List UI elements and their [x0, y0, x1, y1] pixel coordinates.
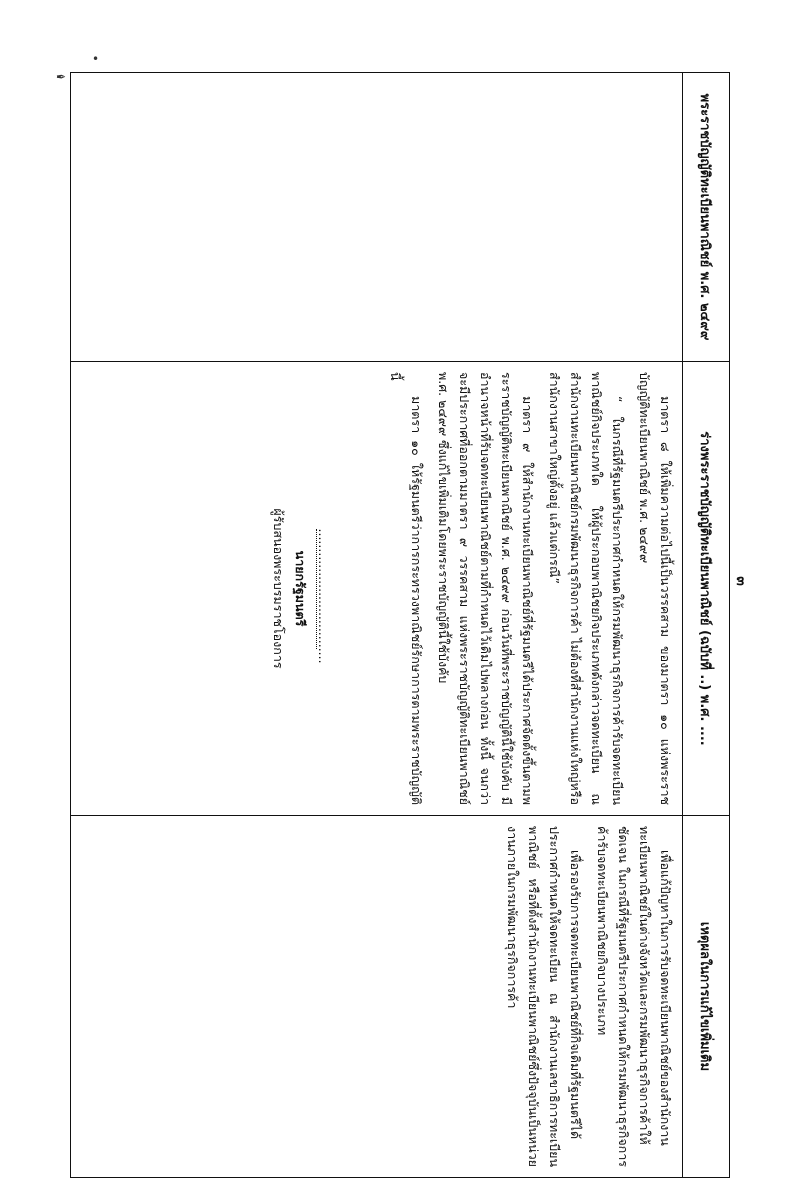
draft-cell	[71, 362, 683, 816]
signature-block	[268, 372, 331, 805]
rotated-page	[70, 72, 730, 1167]
draft-section-10: มาตรา ๑๐ ให้รัฐมนตรีว่าการกระทรวงพาณิชย์รักษาการตามพระราชบัญญัตินี้	[388, 372, 424, 805]
table-row	[71, 73, 683, 1178]
comparison-table-wrapper	[70, 72, 730, 1167]
old-law-cell	[71, 73, 683, 362]
comparison-table	[70, 72, 730, 1178]
page-number: ๓	[732, 576, 749, 586]
reason-2: เพื่อรองรับการจดทะเบียนพาณิชย์ที่กิจเดิมที่รัฐมนตรีได้ประกาศกำหนดให้จดทะเบียน ณ สำนักงานเลขาธิการทะเบียนพาณิชย์ หรือที่ตั้งสำนักงานทะเบียนพาณิชย์ซึ่งปัจจุบันเป็นหน่วยงานภายในกรมพัฒนาธุรกิจการค้า	[505, 826, 583, 1167]
table-header-row	[683, 73, 730, 1178]
signature-line: ..................................	[316, 528, 331, 664]
header-draft: ร่างพระราชบัญญัติทะเบียนพาณิชย์ (ฉบับที่ ..) พ.ศ. ....	[683, 362, 730, 816]
draft-section-9: มาตรา ๙ ให้สำนักงานทะเบียนพาณิชย์ที่รัฐมนตรีได้ประกาศจัดตั้งขึ้นตามพระราชบัญญัติทะเบียนพาณิชย์ พ.ศ. ๒๔๙๙ ก่อนวันที่พระราชบัญญัตินี้ใช้บังคับ มีอำนาจหน้าที่รับจดทะเบียนพาณิชย์ตามที่กำหนดไว้เดิมไปพลางก่อน ทั้งนี้ จนกว่าจะมีประกาศที่ออกตามมาตรา ๙ วรรคสาม แห่งพระราชบัญญัติทะเบียนพาณิชย์ พ.ศ. ๒๔๙๙ ซึ่งแก้ไขเพิ่มเติมโดยพระราชบัญญัตินี้ใช้บังคับ	[436, 372, 535, 805]
signature-name: นายกรัฐมนตรี	[293, 550, 308, 627]
reason-1: เพื่อแก้ปัญหาในการรับจดทะเบียนพาณิชย์ของสำนักงานทะเบียนพาณิชย์ในต่างจังหวัดและกรมพัฒนาธุรกิจการค้าให้ชัดเจน ในกรณีที่รัฐมนตรีประกาศกำหนดให้กรมพัฒนาธุรกิจการค้ารับจดทะเบียนพาณิชยกิจบางประเภท	[595, 826, 673, 1167]
scan-artifact-dot: •	[92, 52, 100, 66]
draft-section-8-text: “ ในกรณีที่รัฐมนตรีประกาศกำหนดให้กรมพัฒนาธุรกิจการค้ารับจดทะเบียนพาณิชย์กิจประเภทใด ให้ผู้ประกอบพาณิชยกิจประเภทดังกล่าวจดทะเบียน ณ สำนักงานทะเบียนพาณิชย์กรมพัฒนาธุรกิจการค้า ไม่ต้องที่สำนักงานแห่งใหญ่หรือสำนักงานสาขาใหญ่ตั้งอยู่ แล้วแต่กรณี”	[547, 372, 625, 805]
draft-section-8: มาตรา ๘ ให้เพิ่มความต่อไปนี้เป็นวรรคสาม ของมาตรา ๑๐ แห่งพระราชบัญญัติทะเบียนพาณิชย์ พ.ศ. ๒๔๙๙	[637, 372, 673, 805]
header-old-law: พระราชบัญญัติทะเบียนพาณิชย์ พ.ศ. ๒๔๙๙	[683, 73, 730, 362]
header-reason: เหตุผลในการแก้ไขเพิ่มเติม	[683, 816, 730, 1178]
signature-role: ผู้รับสนองพระบรมราชโองการ	[271, 508, 286, 669]
reason-cell	[71, 816, 683, 1178]
scan-artifact-mark: ✒	[56, 70, 67, 84]
